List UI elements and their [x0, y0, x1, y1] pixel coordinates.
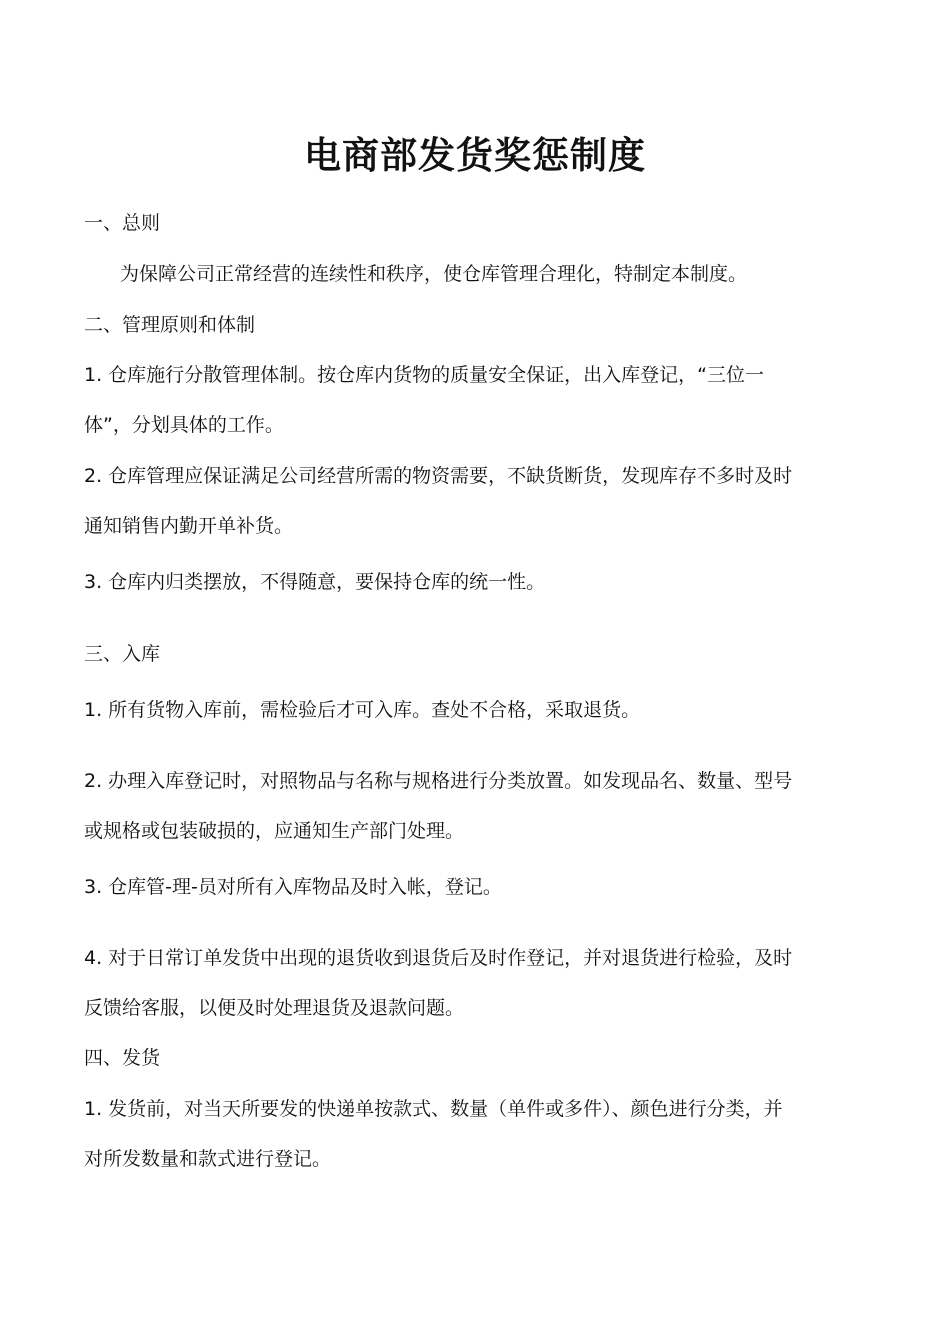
section-heading-inbound: 三、入库 — [84, 643, 161, 665]
shipping-1-line-2: 对所发数量和款式进行登记。 — [84, 1148, 332, 1170]
principle-2-line-2: 通知销售内勤开单补货。 — [84, 515, 294, 537]
section-heading-principles: 二、管理原则和体制 — [84, 314, 256, 336]
inbound-3: 3. 仓库管-理-员对所有入库物品及时入帐，登记。 — [84, 876, 502, 898]
inbound-4-line-2: 反馈给客服，以便及时处理退货及退款问题。 — [84, 997, 465, 1019]
section-heading-general: 一、总则 — [84, 212, 161, 234]
inbound-4-line-1: 4. 对于日常订单发货中出现的退货收到退货后及时作登记，并对退货进行检验，及时 — [84, 947, 793, 969]
principle-1-line-2: 体”，分划具体的工作。 — [84, 414, 284, 436]
inbound-2-line-1: 2. 办理入库登记时，对照物品与名称与规格进行分类放置。如发现品名、数量、型号 — [84, 770, 793, 792]
principle-1-line-1: 1. 仓库施行分散管理体制。按仓库内货物的质量安全保证，出入库登记，“三位一 — [84, 364, 765, 386]
paragraph-purpose: 为保障公司正常经营的连续性和秩序，使仓库管理合理化，特制定本制度。 — [120, 263, 748, 285]
inbound-2-line-2: 或规格或包装破损的，应通知生产部门处理。 — [84, 820, 465, 842]
principle-2-line-1: 2. 仓库管理应保证满足公司经营所需的物资需要，不缺货断货，发现库存不多时及时 — [84, 465, 793, 487]
document-title: 电商部发货奖惩制度 — [304, 134, 646, 177]
section-heading-shipping: 四、发货 — [84, 1047, 161, 1069]
shipping-1-line-1: 1. 发货前，对当天所要发的快递单按款式、数量（单件或多件）、颜色进行分类，并 — [84, 1098, 783, 1120]
inbound-1: 1. 所有货物入库前，需检验后才可入库。查处不合格，采取退货。 — [84, 699, 641, 721]
principle-3: 3. 仓库内归类摆放，不得随意，要保持仓库的统一性。 — [84, 571, 546, 593]
